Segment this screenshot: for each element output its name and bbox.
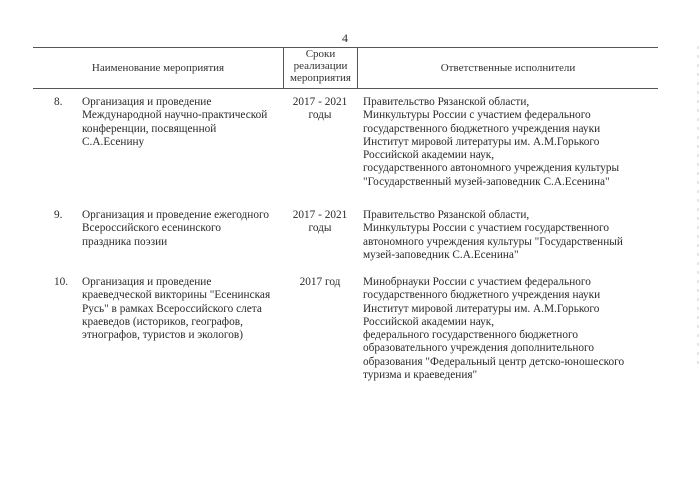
responsible-parties	[363, 209, 663, 262]
responsible-parties-line: Минобрнауки России с участием федерального	[363, 276, 591, 288]
responsible-parties-line: Российской академии наук,	[363, 149, 495, 162]
event-name-line: Международной научно-практической	[82, 109, 268, 122]
responsible-parties-line: "Государственный музей-заповедник С.А.Есенина"	[363, 175, 610, 188]
event-term	[284, 209, 356, 236]
responsible-parties-line: Правительство Рязанской области,	[363, 209, 530, 221]
responsible-parties-line: Правительство Рязанской области,	[363, 96, 530, 108]
row-number: 10.	[54, 276, 69, 288]
responsible-parties-line: федерального государственного бюджетного	[363, 329, 578, 342]
header-term	[284, 48, 357, 84]
header-term-line: реализации	[293, 60, 348, 72]
header-term-line: Сроки	[305, 48, 336, 60]
responsible-parties-line: Минкультуры России с участием федерального	[363, 109, 591, 122]
event-name-line: Организация и проведение ежегодного	[82, 209, 269, 221]
event-name-line: Организация и проведение	[82, 276, 212, 288]
event-term-line: 2017 - 2021	[292, 96, 348, 108]
row-number: 8.	[54, 96, 63, 108]
header-term-line: мероприятия	[290, 72, 351, 84]
page-number: 4	[342, 31, 348, 45]
table-header-rule	[33, 88, 658, 89]
event-name-line: Всероссийского есенинского	[82, 222, 221, 235]
event-term-line: годы	[308, 222, 332, 235]
responsible-parties-line: образования "Федеральный центр детско-юношеского	[363, 355, 625, 368]
event-term	[284, 96, 356, 123]
event-name	[82, 96, 282, 149]
responsible-parties-line: государственного автономного учреждения культуры	[363, 162, 620, 175]
header-event-name: Наименование мероприятия	[91, 62, 225, 74]
event-name-line: праздника поэзии	[82, 235, 168, 248]
responsible-parties-line: государственного бюджетного учреждения науки	[363, 289, 601, 302]
event-name-line: краеведов (историков, географов,	[82, 315, 243, 328]
event-name-line: Организация и проведение	[82, 96, 212, 108]
event-name	[82, 209, 282, 249]
header-responsible: Ответственные исполнители	[440, 62, 576, 74]
responsible-parties-line: Российской академии наук,	[363, 315, 495, 328]
responsible-parties	[363, 276, 663, 382]
responsible-parties-line: туризма и краеведения"	[363, 369, 478, 382]
row-number: 9.	[54, 209, 63, 221]
responsible-parties-line: Институт мировой литературы им. А.М.Горького	[363, 302, 600, 315]
responsible-parties-line: музей-заповедник С.А.Есенина"	[363, 248, 519, 261]
event-term-line: годы	[308, 109, 332, 122]
responsible-parties-line: Минкультуры России с участием государственного	[363, 222, 609, 235]
event-name-line: конференции, посвященной	[82, 122, 217, 135]
event-name-line: С.А.Есенину	[82, 135, 145, 148]
responsible-parties-line: автономного учреждения культуры "Государственный	[363, 235, 623, 248]
event-name-line: этнографов, туристов и экологов)	[82, 329, 243, 342]
scan-edge-artifact	[697, 40, 699, 370]
responsible-parties	[363, 96, 663, 189]
event-term	[284, 276, 356, 289]
event-name-line: Русь" в рамках Всероссийского слета	[82, 302, 262, 315]
event-term-line: 2017 год	[299, 276, 341, 288]
event-name-line: краеведческой викторины "Есенинская	[82, 289, 271, 302]
responsible-parties-line: образовательного учреждения дополнительного	[363, 342, 595, 355]
responsible-parties-line: Институт мировой литературы им. А.М.Горького	[363, 135, 600, 148]
event-term-line: 2017 - 2021	[292, 209, 348, 221]
event-name	[82, 276, 282, 342]
responsible-parties-line: государственного бюджетного учреждения науки	[363, 122, 601, 135]
